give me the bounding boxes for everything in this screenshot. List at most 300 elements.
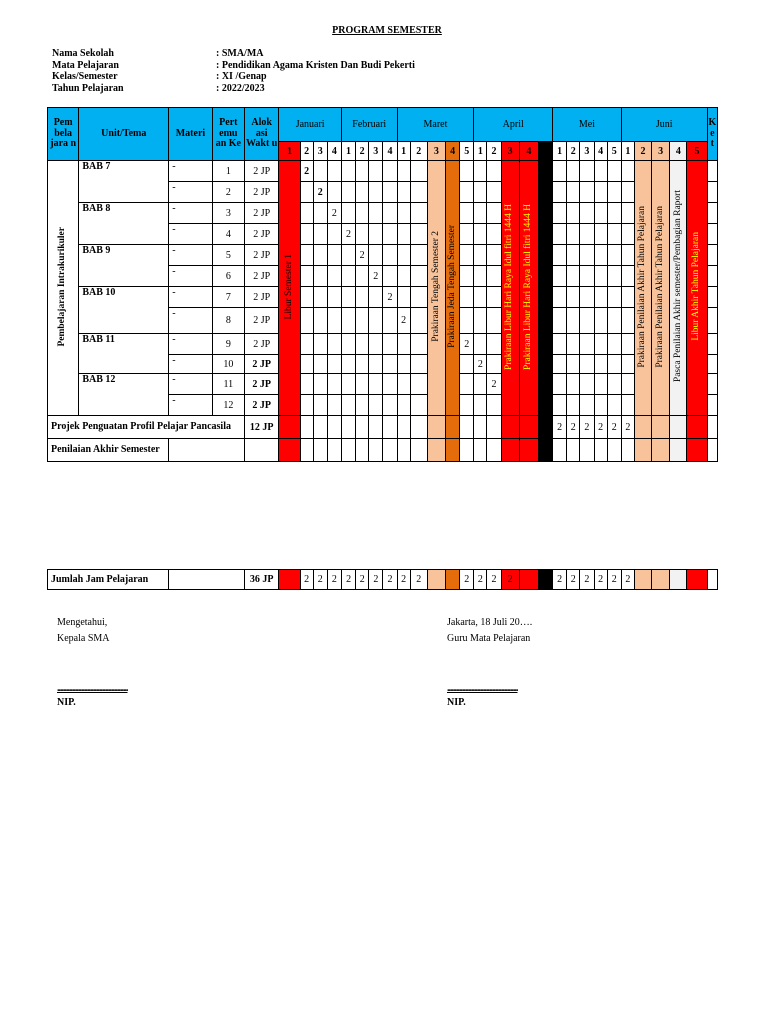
- week-cell: [383, 161, 397, 182]
- week-cell: [460, 308, 474, 334]
- week-cell: [487, 203, 501, 224]
- month-header-januari: Januari: [279, 108, 342, 142]
- week-cell: [621, 439, 634, 462]
- week-cell: [397, 224, 410, 245]
- row-label-penilaian: Penilaian Akhir Semester: [48, 439, 169, 462]
- week-cell: [580, 355, 594, 374]
- week-cell: 2: [300, 161, 313, 182]
- week-cell: [594, 245, 607, 266]
- week-cell: [327, 355, 341, 374]
- pertemuan-cell: 7: [212, 287, 244, 308]
- header-ket: K e t: [707, 108, 717, 161]
- month-header-februari: Februari: [341, 108, 397, 142]
- week-cell: [634, 570, 651, 590]
- week-cell: [410, 245, 427, 266]
- week-number: 3: [313, 142, 327, 161]
- week-cell: 2: [313, 182, 327, 203]
- week-cell: [313, 334, 327, 355]
- week-cell: [607, 287, 621, 308]
- week-cell: 2: [383, 570, 397, 590]
- week-cell: [279, 416, 300, 439]
- week-cell: [327, 287, 341, 308]
- week-cell: [356, 182, 369, 203]
- week-cell: [356, 395, 369, 416]
- ket-cell: [707, 182, 717, 203]
- week-cell: 2: [397, 308, 410, 334]
- week-cell: 2: [383, 287, 397, 308]
- week-number: 2: [487, 142, 501, 161]
- week-cell: 2: [621, 416, 634, 439]
- week-cell: [460, 416, 474, 439]
- week-cell: [567, 334, 580, 355]
- week-cell: [397, 266, 410, 287]
- week-cell: [397, 395, 410, 416]
- week-cell: [383, 245, 397, 266]
- week-cell: [670, 439, 687, 462]
- week-cell: [474, 416, 487, 439]
- week-cell: [594, 439, 607, 462]
- alokasi-cell: 2 JP: [245, 203, 279, 224]
- week-cell: [313, 224, 327, 245]
- week-cell: 2: [580, 570, 594, 590]
- week-cell: [621, 266, 634, 287]
- week-cell: [300, 224, 313, 245]
- ket-cell: [707, 308, 717, 334]
- week-cell: [410, 374, 427, 395]
- week-number: 5: [460, 142, 474, 161]
- week-cell: [621, 287, 634, 308]
- week-cell: [383, 374, 397, 395]
- week-cell: [410, 439, 427, 462]
- week-cell: [356, 416, 369, 439]
- week-cell: [607, 161, 621, 182]
- week-cell: [300, 203, 313, 224]
- week-cell: [594, 287, 607, 308]
- vertical-label: Prakiraan Libur Hari Raya Idul fitri 1444 H: [504, 203, 515, 370]
- week-cell: [553, 395, 567, 416]
- bab-label: BAB 7: [79, 161, 169, 203]
- pertemuan-cell: 11: [212, 374, 244, 395]
- week-cell: [553, 308, 567, 334]
- week-cell: [607, 245, 621, 266]
- week-cell: [369, 287, 383, 308]
- schedule-block: [279, 161, 300, 416]
- ket-cell: [707, 395, 717, 416]
- week-number: 4: [670, 142, 687, 161]
- week-cell: [460, 224, 474, 245]
- week-cell: [313, 266, 327, 287]
- week-cell: [300, 182, 313, 203]
- week-cell: [567, 161, 580, 182]
- materi-cell: -: [169, 224, 212, 245]
- week-cell: [383, 224, 397, 245]
- week-cell: [313, 355, 327, 374]
- week-cell: [621, 308, 634, 334]
- week-cell: [356, 224, 369, 245]
- week-cell: [567, 374, 580, 395]
- week-cell: [621, 182, 634, 203]
- week-cell: [652, 439, 670, 462]
- week-cell: [383, 416, 397, 439]
- week-cell: [356, 439, 369, 462]
- week-cell: [356, 334, 369, 355]
- week-cell: [580, 287, 594, 308]
- week-cell: [397, 203, 410, 224]
- week-number: 3: [580, 142, 594, 161]
- week-cell: [397, 439, 410, 462]
- week-cell: [460, 374, 474, 395]
- week-number: 3: [369, 142, 383, 161]
- week-number: 2: [410, 142, 427, 161]
- week-cell: [410, 308, 427, 334]
- week-cell: [300, 395, 313, 416]
- week-cell: [553, 245, 567, 266]
- materi-cell: -: [169, 266, 212, 287]
- week-cell: [621, 374, 634, 395]
- week-cell: [327, 182, 341, 203]
- week-cell: 2: [369, 266, 383, 287]
- ket-cell: [707, 374, 717, 395]
- week-cell: [594, 334, 607, 355]
- week-number: 3: [427, 142, 445, 161]
- pertemuan-cell: 9: [212, 334, 244, 355]
- week-cell: [369, 439, 383, 462]
- jumlah-label: Jumlah Jam Pelajaran: [48, 570, 169, 590]
- week-cell: [580, 203, 594, 224]
- week-cell: [519, 416, 538, 439]
- month-header-maret: Maret: [397, 108, 474, 142]
- week-cell: 2: [460, 334, 474, 355]
- week-cell: [369, 224, 383, 245]
- week-number: 3: [652, 142, 670, 161]
- week-cell: [634, 439, 651, 462]
- week-cell: [687, 416, 707, 439]
- materi-cell: -: [169, 182, 212, 203]
- pertemuan-cell: 10: [212, 355, 244, 374]
- week-cell: [474, 224, 487, 245]
- week-cell: [369, 161, 383, 182]
- group-label-cell: [48, 161, 79, 416]
- week-cell: [460, 395, 474, 416]
- week-number: 5: [607, 142, 621, 161]
- schedule-block: [634, 161, 651, 416]
- guru-nip: NIP.: [447, 697, 466, 708]
- week-cell: [553, 161, 567, 182]
- kepala-signature-line: ...............................................: [57, 683, 128, 694]
- header-pembelajaran: Pem bela jara n: [48, 108, 79, 161]
- week-cell: 2: [567, 416, 580, 439]
- week-number: 4: [327, 142, 341, 161]
- week-cell: [621, 203, 634, 224]
- week-number: 2: [300, 142, 313, 161]
- week-cell: [410, 287, 427, 308]
- week-cell: [621, 245, 634, 266]
- row-label: Projek Penguatan Profil Pelajar Pancasila: [48, 416, 245, 439]
- week-cell: [474, 203, 487, 224]
- week-cell: [356, 287, 369, 308]
- week-cell: [313, 161, 327, 182]
- week-cell: [446, 416, 460, 439]
- week-cell: [410, 224, 427, 245]
- week-cell: [327, 416, 341, 439]
- empty-cell: [169, 439, 245, 462]
- week-cell: [607, 355, 621, 374]
- week-cell: [621, 355, 634, 374]
- week-cell: [341, 182, 355, 203]
- week-cell: 2: [327, 570, 341, 590]
- ket-cell: [707, 224, 717, 245]
- jp-cell: [245, 439, 279, 462]
- week-cell: [670, 416, 687, 439]
- week-cell: [369, 203, 383, 224]
- bab-label: BAB 12: [79, 374, 169, 416]
- week-cell: [474, 245, 487, 266]
- week-cell: [341, 395, 355, 416]
- bab-label: BAB 8: [79, 203, 169, 245]
- week-cell: [427, 570, 445, 590]
- empty-cell: [169, 570, 245, 590]
- week-cell: [427, 439, 445, 462]
- week-cell: [410, 355, 427, 374]
- week-cell: [356, 308, 369, 334]
- week-cell: [670, 570, 687, 590]
- week-cell: [341, 334, 355, 355]
- week-cell: [369, 395, 383, 416]
- week-cell: [397, 245, 410, 266]
- week-cell: [501, 416, 519, 439]
- schedule-block: [501, 161, 519, 416]
- week-cell: [397, 161, 410, 182]
- week-cell: [279, 439, 300, 462]
- vertical-label: Libur Semester 1: [283, 253, 294, 320]
- week-cell: [327, 161, 341, 182]
- week-cell: [460, 245, 474, 266]
- table-row: [48, 245, 718, 266]
- week-number: 4: [594, 142, 607, 161]
- week-cell: 2: [621, 570, 634, 590]
- week-cell: [341, 287, 355, 308]
- week-cell: [580, 161, 594, 182]
- week-cell: [580, 439, 594, 462]
- week-cell: [369, 245, 383, 266]
- week-cell: [487, 439, 501, 462]
- table-row: [48, 287, 718, 308]
- schedule-block: [652, 161, 670, 416]
- ket-cell: [707, 245, 717, 266]
- week-cell: [327, 308, 341, 334]
- week-cell: [487, 266, 501, 287]
- week-cell: [538, 570, 552, 590]
- week-cell: 2: [607, 416, 621, 439]
- week-cell: [369, 334, 383, 355]
- week-cell: 2: [460, 570, 474, 590]
- ket-cell: [707, 161, 717, 182]
- week-cell: [567, 203, 580, 224]
- table-row: [48, 161, 718, 182]
- pertemuan-cell: 8: [212, 308, 244, 334]
- week-cell: [474, 439, 487, 462]
- week-cell: [553, 287, 567, 308]
- pertemuan-cell: 3: [212, 203, 244, 224]
- week-cell: [487, 334, 501, 355]
- week-cell: [580, 224, 594, 245]
- week-cell: [553, 439, 567, 462]
- week-cell: [567, 266, 580, 287]
- week-cell: [356, 203, 369, 224]
- week-cell: [410, 334, 427, 355]
- week-cell: [300, 374, 313, 395]
- pertemuan-cell: 2: [212, 182, 244, 203]
- bab-label: BAB 9: [79, 245, 169, 287]
- week-cell: [553, 203, 567, 224]
- week-cell: [341, 308, 355, 334]
- week-cell: [313, 439, 327, 462]
- week-cell: [356, 266, 369, 287]
- month-header-mei: Mei: [553, 108, 622, 142]
- week-cell: [487, 182, 501, 203]
- place-date: Jakarta, 18 Juli 20….: [447, 617, 533, 628]
- alokasi-cell: 2 JP: [245, 374, 279, 395]
- week-cell: [474, 374, 487, 395]
- materi-cell: -: [169, 308, 212, 334]
- week-cell: [594, 374, 607, 395]
- week-cell: [369, 374, 383, 395]
- materi-cell: -: [169, 245, 212, 266]
- kepala-nip: NIP.: [57, 697, 76, 708]
- week-number: 1: [341, 142, 355, 161]
- week-cell: [474, 182, 487, 203]
- week-cell: [279, 570, 300, 590]
- week-cell: [487, 355, 501, 374]
- week-cell: [487, 224, 501, 245]
- week-cell: 2: [580, 416, 594, 439]
- week-cell: [397, 355, 410, 374]
- week-cell: [410, 203, 427, 224]
- week-cell: [487, 395, 501, 416]
- jumlah-jp: 36 JP: [245, 570, 279, 590]
- week-cell: [383, 334, 397, 355]
- week-cell: [460, 287, 474, 308]
- pertemuan-cell: 5: [212, 245, 244, 266]
- alokasi-cell: 2 JP: [245, 182, 279, 203]
- ket-cell: [707, 266, 717, 287]
- materi-cell: -: [169, 203, 212, 224]
- week-cell: [356, 374, 369, 395]
- week-cell: [446, 570, 460, 590]
- week-cell: 2: [487, 374, 501, 395]
- week-cell: [580, 334, 594, 355]
- week-cell: [538, 416, 552, 439]
- week-cell: [607, 266, 621, 287]
- week-cell: 2: [567, 570, 580, 590]
- page-title: PROGRAM SEMESTER: [332, 25, 442, 36]
- week-cell: [580, 308, 594, 334]
- week-cell: 2: [300, 570, 313, 590]
- week-number: 1: [621, 142, 634, 161]
- week-cell: [341, 439, 355, 462]
- week-cell: [487, 245, 501, 266]
- week-cell: [313, 416, 327, 439]
- week-cell: 2: [474, 355, 487, 374]
- schedule-block: [519, 161, 538, 416]
- table-row: [48, 416, 718, 439]
- pertemuan-cell: 6: [212, 266, 244, 287]
- kepala-sma-label: Kepala SMA: [57, 633, 110, 644]
- week-cell: [474, 287, 487, 308]
- week-cell: [553, 182, 567, 203]
- week-cell: [487, 161, 501, 182]
- week-cell: [474, 266, 487, 287]
- vertical-label: Prakiraan Tengah Semester 2: [430, 231, 441, 342]
- week-cell: 2: [410, 570, 427, 590]
- week-cell: [300, 439, 313, 462]
- ket-cell: [707, 287, 717, 308]
- week-cell: [580, 245, 594, 266]
- bab-label: BAB 11: [79, 334, 169, 374]
- week-cell: 2: [553, 570, 567, 590]
- week-cell: [607, 395, 621, 416]
- week-cell: [341, 245, 355, 266]
- week-cell: [501, 439, 519, 462]
- week-cell: [487, 308, 501, 334]
- info-block: [52, 48, 415, 94]
- week-cell: [580, 182, 594, 203]
- week-cell: [369, 182, 383, 203]
- week-number: 3: [501, 142, 519, 161]
- week-cell: [474, 334, 487, 355]
- week-cell: [397, 334, 410, 355]
- week-cell: [397, 374, 410, 395]
- header-unit-tema: Unit/Tema: [79, 108, 169, 161]
- mengetahui-label: Mengetahui,: [57, 617, 108, 628]
- pertemuan-cell: 12: [212, 395, 244, 416]
- week-cell: [383, 355, 397, 374]
- week-cell: [410, 182, 427, 203]
- week-cell: [621, 161, 634, 182]
- week-cell: [300, 266, 313, 287]
- week-cell: [594, 203, 607, 224]
- jp-cell: 12 JP: [245, 416, 279, 439]
- week-cell: [607, 182, 621, 203]
- week-cell: [594, 308, 607, 334]
- week-cell: 2: [487, 570, 501, 590]
- week-cell: [553, 224, 567, 245]
- month-header-april: April: [474, 108, 553, 142]
- week-cell: [621, 224, 634, 245]
- week-cell: [460, 203, 474, 224]
- week-cell: 2: [356, 245, 369, 266]
- week-cell: [369, 308, 383, 334]
- week-cell: [567, 224, 580, 245]
- week-cell: [580, 395, 594, 416]
- week-number: 2: [634, 142, 651, 161]
- week-number: 4: [383, 142, 397, 161]
- vertical-label: Pasca Penilaian Akhir semester/Pembagian Raport: [672, 190, 683, 383]
- week-cell: [300, 308, 313, 334]
- header-alokasi-waktu: Alok asi Wakt u: [245, 108, 279, 161]
- vertical-label: Prakiraan Penilaian Akhir Tahun Pelajaran: [654, 205, 665, 368]
- week-cell: [300, 416, 313, 439]
- alokasi-cell: 2 JP: [245, 308, 279, 334]
- week-number: 1: [474, 142, 487, 161]
- week-cell: [383, 308, 397, 334]
- week-cell: [538, 439, 552, 462]
- alokasi-cell: 2 JP: [245, 395, 279, 416]
- week-cell: [327, 334, 341, 355]
- week-cell: [397, 182, 410, 203]
- pertemuan-cell: 4: [212, 224, 244, 245]
- week-cell: [383, 439, 397, 462]
